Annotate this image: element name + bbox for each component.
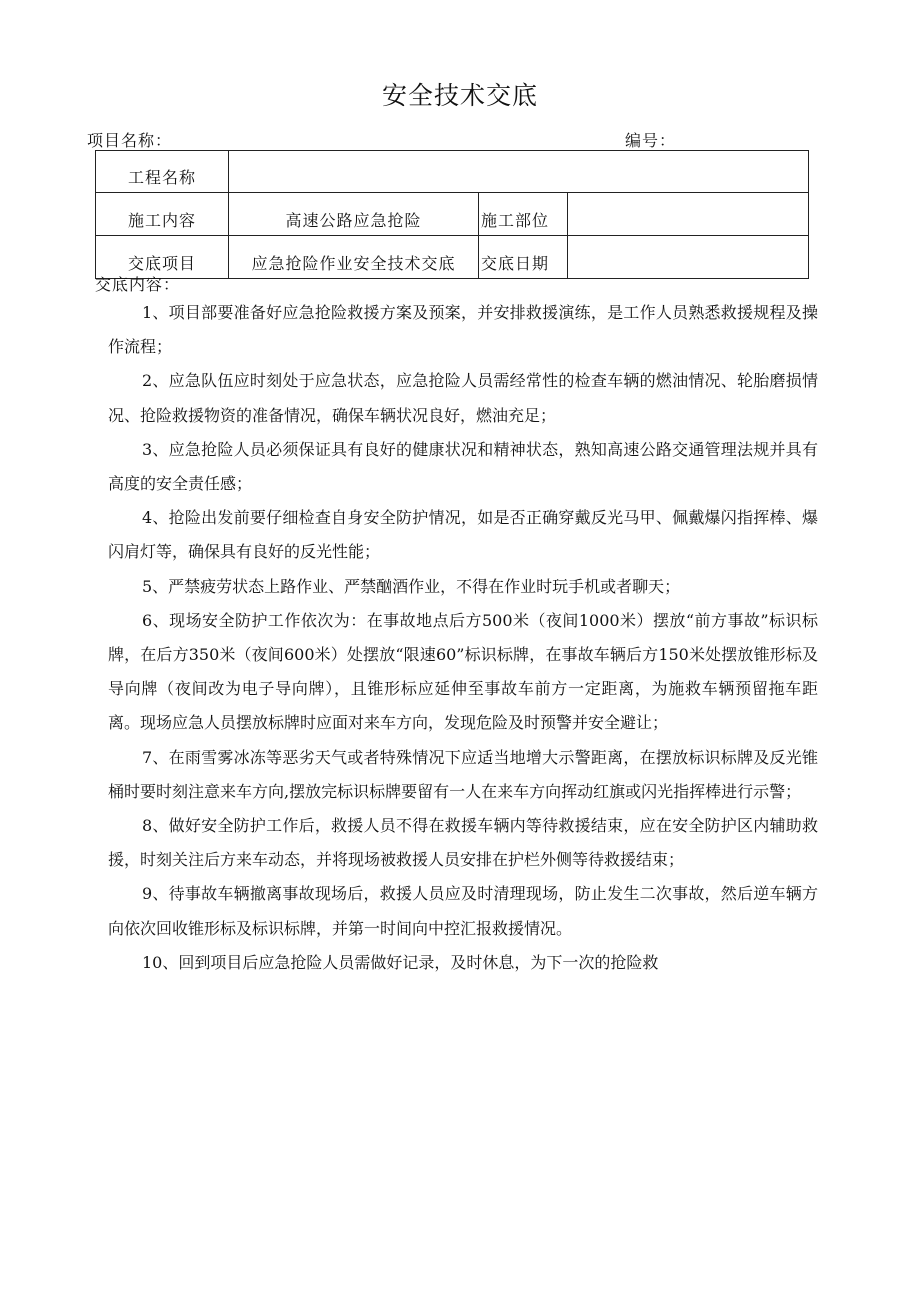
content-item-2: 2、应急队伍应时刻处于应急状态，应急抢险人员需经常性的检查车辆的燃油情况、轮胎磨损情况、抢险救援物资的准备情况，确保车辆状况良好，燃油充足；: [108, 371, 818, 425]
engineering-name-value: [229, 151, 809, 193]
content-item-8: 8、做好安全防护工作后，救援人员不得在救援车辆内等待救援结束，应在安全防护区内辅助救援，时刻关注后方来车动态，并将现场被救援人员安排在护栏外侧等待救援结束；: [108, 816, 818, 870]
engineering-name-label: 工程名称: [96, 151, 229, 193]
construction-content-label: 施工内容: [96, 193, 229, 236]
briefing-item-label: 交底项目: [96, 236, 229, 279]
table-row: [96, 151, 809, 193]
construction-part-label: 施工部位: [479, 193, 568, 236]
briefing-item-value: 应急抢险作业安全技术交底: [229, 236, 479, 279]
content-item-1: 1、项目部要准备好应急抢险救援方案及预案，并安排救援演练，是工作人员熟悉救援规程及操作流程；: [108, 303, 818, 357]
table-row: [96, 193, 809, 236]
content-item-6: 6、现场安全防护工作依次为：在事故地点后方500米（夜间1000米）摆放“前方事故”标识标牌，在后方350米（夜间600米）处摆放“限速60”标识标牌，在事故车辆后方150米处摆放锥形标及导向牌（夜间改为电子导向牌），且锥形标应延伸至事故车前方一定距离，为施救车辆预留拖车距离。现场应急人员摆放标牌时应面对来车方向，发现危险及时预警并安全避让；: [108, 610, 818, 733]
content-item-9: 9、待事故车辆撤离事故现场后，救援人员应及时清理现场，防止发生二次事故，然后逆车辆方向依次回收锥形标及标识标牌，并第一时间向中控汇报救援情况。: [108, 884, 818, 938]
content-item-3: 3、应急抢险人员必须保证具有良好的健康状况和精神状态，熟知高速公路交通管理法规并具有高度的安全责任感；: [108, 439, 818, 494]
content-item-5: 5、严禁疲劳状态上路作业、严禁酗酒作业，不得在作业时玩手机或者聊天；: [142, 576, 681, 596]
table-row: [96, 236, 809, 279]
content-label: 交底内容：: [95, 275, 181, 294]
content-item-10: 10、回到项目后应急抢险人员需做好记录，及时休息，为下一次的抢险救: [142, 952, 659, 972]
briefing-date-label: 交底日期: [479, 236, 568, 279]
info-table: [95, 150, 809, 279]
document-title: 安全技术交底: [381, 81, 538, 110]
content-item-4: 4、抢险出发前要仔细检查自身安全防护情况，如是否正确穿戴反光马甲、佩戴爆闪指挥棒、爆闪肩灯等，确保具有良好的反光性能；: [108, 508, 818, 562]
number-label: 编号：: [625, 131, 677, 150]
project-name-label: 项目名称：: [87, 131, 173, 150]
content-body: [108, 296, 818, 980]
content-item-7: 7、在雨雪雾冰冻等恶劣天气或者特殊情况下应适当地增大示警距离，在摆放标识标牌及反光锥桶时要时刻注意来车方向,摆放完标识标牌要留有一人在来车方向挥动红旗或闪光指挥棒进行示警；: [108, 747, 818, 801]
construction-part-value: [568, 193, 809, 236]
briefing-date-value: [568, 236, 809, 279]
construction-content-value: 高速公路应急抢险: [229, 193, 479, 236]
